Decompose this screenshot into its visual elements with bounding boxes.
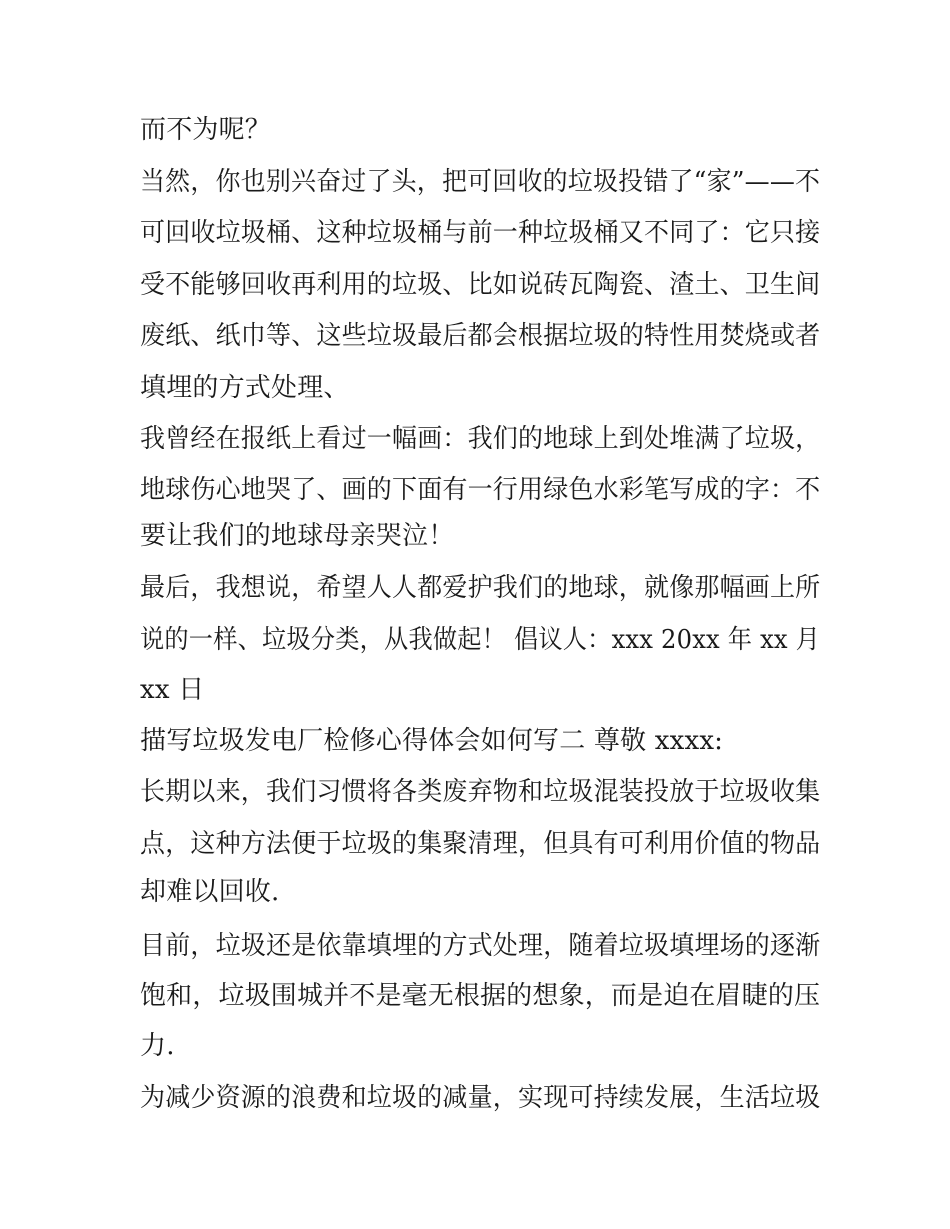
text-line: 描写垃圾发电厂检修心得体会如何写二 尊敬 xxxx: [140, 726, 724, 756]
text-line: 填埋的方式处理、 [140, 373, 350, 403]
text-line: 废纸、纸巾等、这些垃圾最后都会根据垃圾的特性用焚烧或者 [140, 321, 821, 351]
text-line: xx 日 [140, 675, 205, 705]
text-line: 要让我们的地球母亲哭泣！ [140, 521, 455, 551]
text-line: 点，这种方法便于垃圾的集聚清理，但具有可利用价值的物品 [140, 829, 821, 859]
text-line: 可回收垃圾桶、这种垃圾桶与前一种垃圾桶又不同了：它只接 [140, 218, 821, 248]
text-line: 力. [140, 1031, 175, 1061]
text-line: 最后，我想说，希望人人都爱护我们的地球，就像那幅画上所 [140, 573, 821, 603]
text-line: 饱和，垃圾围城并不是毫无根据的想象，而是迫在眉睫的压 [140, 981, 821, 1011]
text-line: 地球伤心地哭了、画的下面有一行用绿色水彩笔写成的字：不 [140, 475, 821, 505]
text-line: 而不为呢？ [140, 115, 272, 145]
text-line: 长期以来，我们习惯将各类废弃物和垃圾混装投放于垃圾收集 [140, 777, 821, 807]
text-line: 当然，你也别兴奋过了头，把可回收的垃圾投错了“家”——不 [140, 167, 821, 197]
text-line: 却难以回收. [140, 877, 280, 907]
text-line: 为减少资源的浪费和垃圾的减量，实现可持续发展，生活垃圾 [140, 1083, 821, 1113]
text-line: 目前，垃圾还是依靠填埋的方式处理，随着垃圾填埋场的逐渐 [140, 931, 821, 961]
text-line: 说的一样、垃圾分类，从我做起！ 倡议人：xxx 20xx 年 xx 月 [140, 625, 821, 655]
text-line: 受不能够回收再利用的垃圾、比如说砖瓦陶瓷、渣土、卫生间 [140, 270, 821, 300]
text-line: 我曾经在报纸上看过一幅画：我们的地球上到处堆满了垃圾， [140, 424, 821, 454]
